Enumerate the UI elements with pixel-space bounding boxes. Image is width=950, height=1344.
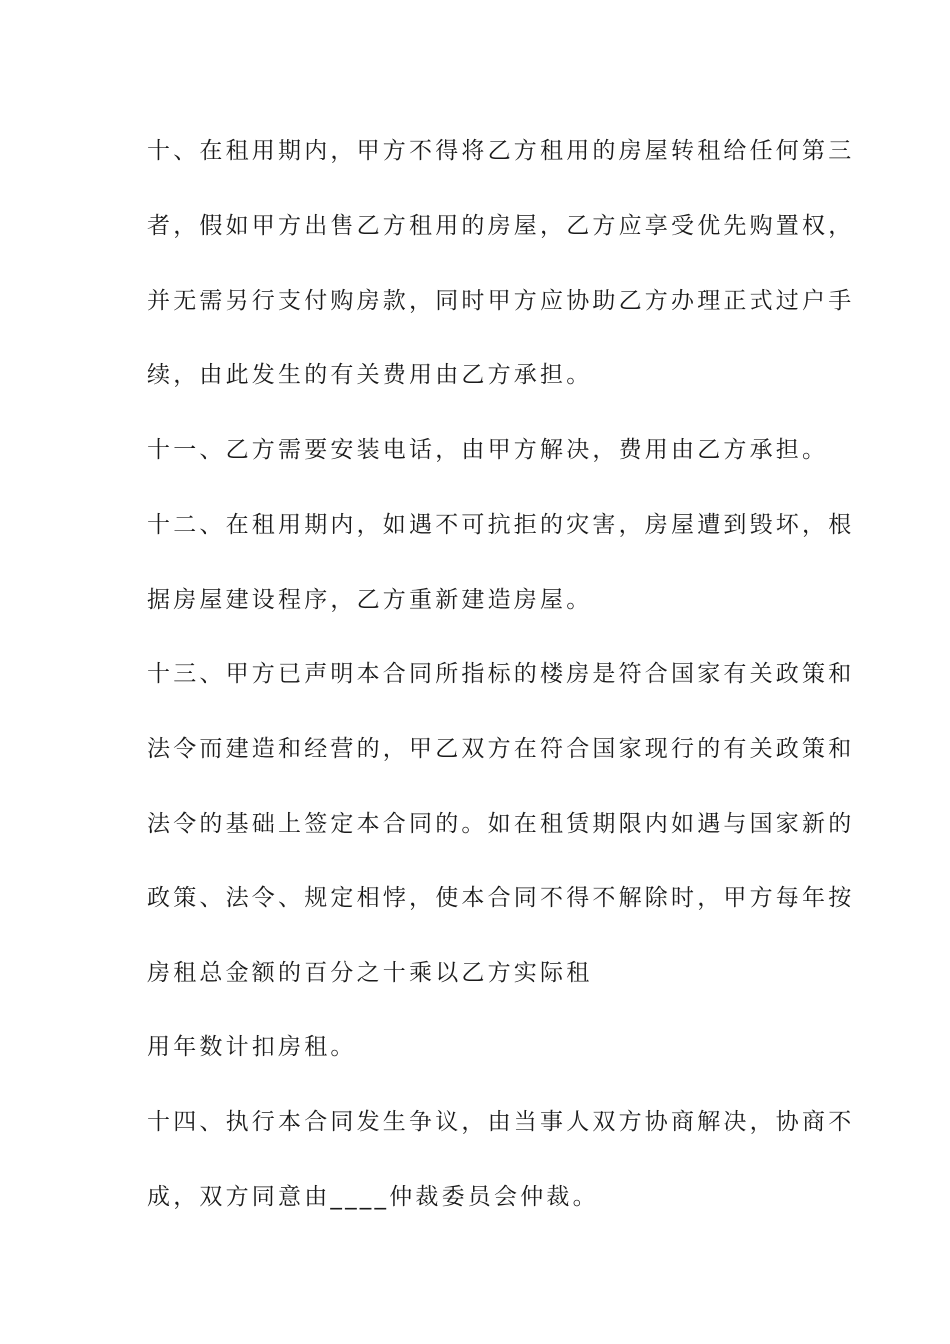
paragraph-line: 用年数计扣房租。 [147,1034,357,1060]
paragraph-line: 十二、在租用期内，如遇不可抗拒的灾害，房屋遭到毁坏，根 [147,512,855,538]
paragraph-line: 法令而建造和经营的，甲乙双方在符合国家现行的有关政策和 [147,736,855,762]
paragraph-line: 十一、乙方需要安装电话，由甲方解决，费用由乙方承担。 [147,437,829,463]
paragraph-line: 据房屋建设程序，乙方重新建造房屋。 [147,587,593,613]
paragraph-line: 法令的基础上签定本合同的。如在租赁期限内如遇与国家新的 [147,811,855,837]
paragraph-line: 者，假如甲方出售乙方租用的房屋，乙方应享受优先购置权， [147,213,855,239]
paragraph-line: 成，双方同意由____仲裁委员会仲裁。 [147,1184,599,1210]
paragraph-line: 房租总金额的百分之十乘以乙方实际租 [147,960,593,986]
paragraph-line: 政策、法令、规定相悖，使本合同不得不解除时，甲方每年按 [147,885,855,911]
paragraph-line: 十四、执行本合同发生争议，由当事人双方协商解决，协商不 [147,1109,855,1135]
paragraph-line: 十、在租用期内，甲方不得将乙方租用的房屋转租给任何第三 [147,138,855,164]
paragraph-line: 并无需另行支付购房款，同时甲方应协助乙方办理正式过户手 [147,288,855,314]
paragraph-line: 十三、甲方已声明本合同所指标的楼房是符合国家有关政策和 [147,661,855,687]
paragraph-line: 续，由此发生的有关费用由乙方承担。 [147,362,593,388]
